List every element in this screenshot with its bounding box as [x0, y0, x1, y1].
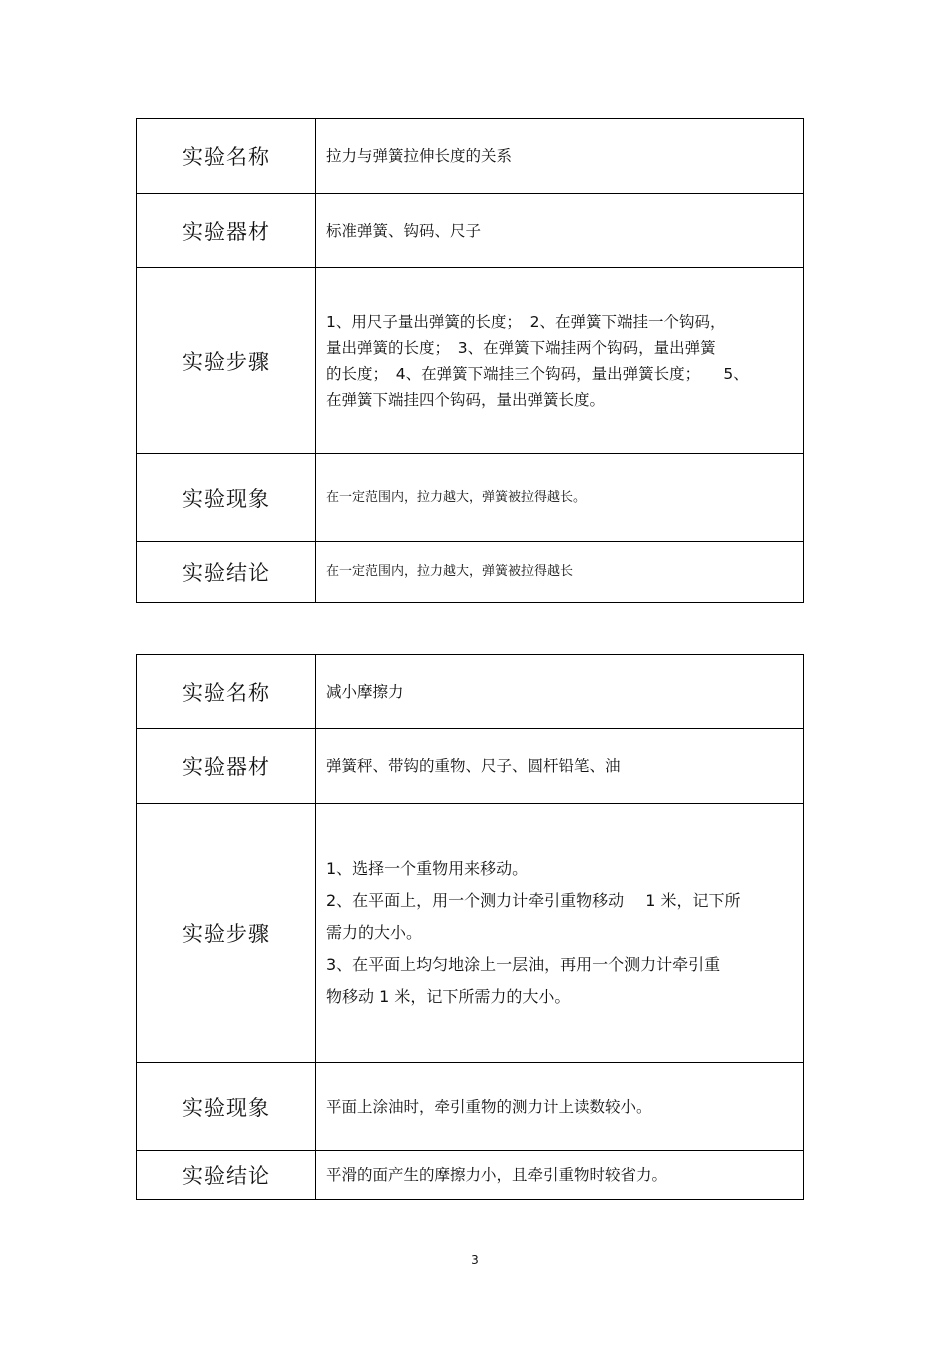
label-phenomenon: 实验现象: [137, 454, 316, 542]
row-conclusion: [137, 1151, 804, 1200]
step-line: 量出弹簧的长度； 3、在弹簧下端挂两个钩码，量出弹簧: [326, 338, 716, 357]
label-name: 实验名称: [137, 119, 316, 194]
step-line: 的长度； 4、在弹簧下端挂三个钩码，量出弹簧长度； 5、: [326, 364, 749, 383]
label-conclusion: 实验结论: [137, 542, 316, 603]
value-name: 拉力与弹簧拉伸长度的关系: [316, 119, 804, 194]
step-line: 在弹簧下端挂四个钩码，量出弹簧长度。: [326, 390, 606, 409]
experiment-table-2: [136, 654, 804, 1200]
value-phenomenon: 在一定范围内，拉力越大，弹簧被拉得越长。: [316, 454, 804, 542]
value-steps: [316, 268, 804, 454]
row-conclusion: [137, 542, 804, 603]
value-phenomenon: 平面上涂油时，牵引重物的测力计上读数较小。: [316, 1063, 804, 1151]
step-line: 3、在平面上均匀地涂上一层油，再用一个测力计牵引重: [326, 955, 721, 974]
step-line: 1、选择一个重物用来移动。: [326, 859, 529, 878]
label-steps: 实验步骤: [137, 268, 316, 454]
label-equipment: 实验器材: [137, 194, 316, 268]
value-conclusion: 平滑的面产生的摩擦力小，且牵引重物时较省力。: [316, 1151, 804, 1200]
experiment-table-1: [136, 118, 804, 603]
row-name: [137, 119, 804, 194]
step-line: 需力的大小。: [326, 923, 423, 942]
value-conclusion: 在一定范围内，拉力越大，弹簧被拉得越长: [316, 542, 804, 603]
row-name: [137, 655, 804, 729]
label-steps: 实验步骤: [137, 804, 316, 1063]
value-equipment: 标准弹簧、钩码、尺子: [316, 194, 804, 268]
value-steps: [316, 804, 804, 1063]
row-equipment: [137, 729, 804, 804]
row-equipment: [137, 194, 804, 268]
label-phenomenon: 实验现象: [137, 1063, 316, 1151]
step-line: 1、用尺子量出弹簧的长度； 2、在弹簧下端挂一个钩码，: [326, 312, 726, 331]
page-number: 3: [471, 1253, 479, 1267]
row-steps: [137, 268, 804, 454]
row-phenomenon: [137, 1063, 804, 1151]
row-phenomenon: [137, 454, 804, 542]
row-steps: [137, 804, 804, 1063]
label-equipment: 实验器材: [137, 729, 316, 804]
step-line: 2、在平面上，用一个测力计牵引重物移动 1 米，记下所: [326, 891, 741, 910]
label-conclusion: 实验结论: [137, 1151, 316, 1200]
label-name: 实验名称: [137, 655, 316, 729]
step-line: 物移动 1 米，记下所需力的大小。: [326, 987, 571, 1006]
value-equipment: 弹簧秤、带钩的重物、尺子、圆杆铅笔、油: [316, 729, 804, 804]
value-name: 减小摩擦力: [316, 655, 804, 729]
